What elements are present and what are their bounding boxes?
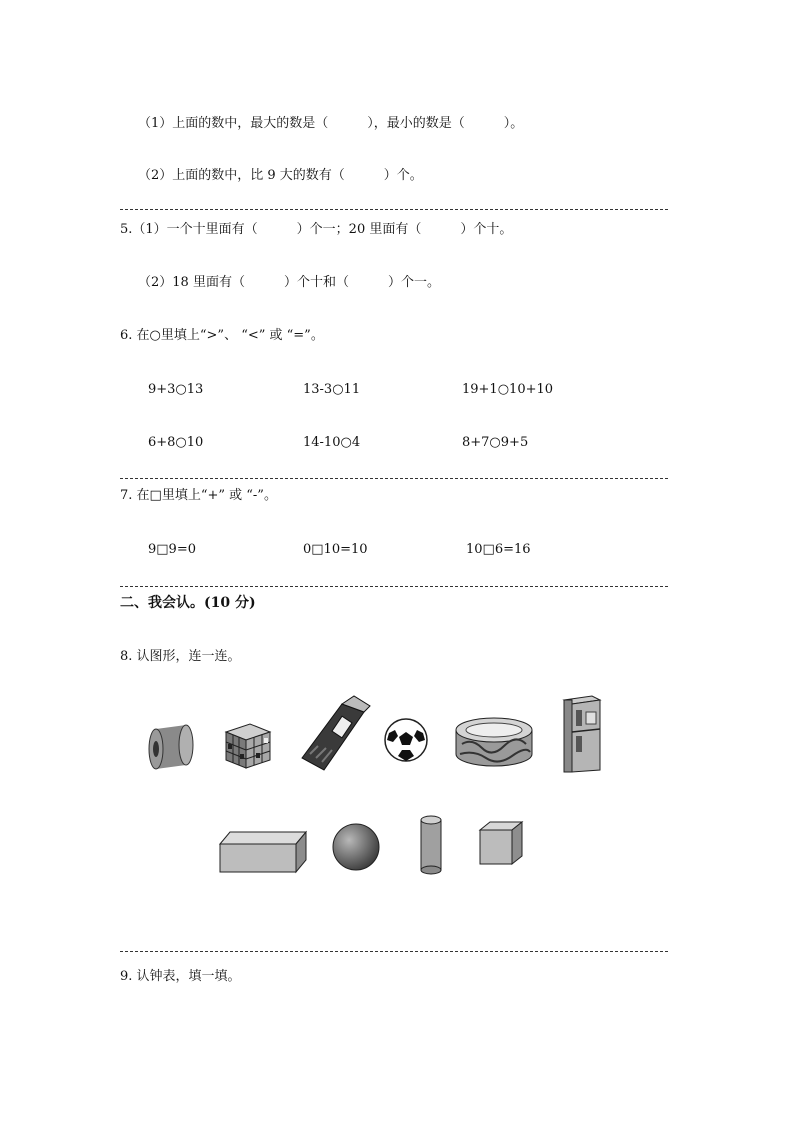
q7-title: 7. 在□里填上“+” 或 “-”。 <box>120 488 277 503</box>
rubik-cube-image <box>222 716 274 772</box>
q7-item: 0□10=10 <box>303 542 368 557</box>
soccer-ball-image <box>382 716 430 764</box>
q9-title: 9. 认钟表，填一填。 <box>120 969 241 984</box>
divider <box>120 586 668 587</box>
q6-item: 13-3○11 <box>303 382 361 397</box>
q7-item: 10□6=16 <box>466 542 531 557</box>
cylinder-shape <box>418 814 444 876</box>
q4-part1: （1）上面的数中，最大的数是（ ），最小的数是（ ）。 <box>138 116 524 131</box>
sphere-shape <box>331 822 381 872</box>
q7-item: 9□9=0 <box>148 542 196 557</box>
tape-roll-image <box>148 715 194 775</box>
round-box-image <box>452 714 536 772</box>
q6-item: 14-10○4 <box>303 435 361 450</box>
q4-part2: （2）上面的数中，比 9 大的数有（ ）个。 <box>138 168 423 183</box>
q8-title: 8. 认图形，连一连。 <box>120 649 241 664</box>
refrigerator-image <box>558 692 604 774</box>
divider <box>120 478 668 479</box>
q5-part1: 5.（1）一个十里面有（ ）个一；20 里面有（ ）个十。 <box>120 222 513 237</box>
pencil-box-image <box>298 694 374 774</box>
q6-item: 8+7○9+5 <box>462 435 529 450</box>
divider <box>120 209 668 210</box>
q5-part2: （2）18 里面有（ ）个十和（ ）个一。 <box>138 275 440 290</box>
cube-shape <box>476 818 526 868</box>
q6-item: 9+3○13 <box>148 382 204 397</box>
section-title: 二、我会认。(10 分) <box>120 595 256 611</box>
cuboid-shape <box>218 828 308 876</box>
q6-item: 6+8○10 <box>148 435 204 450</box>
q6-item: 19+1○10+10 <box>462 382 554 397</box>
divider <box>120 951 668 952</box>
q6-title: 6. 在○里填上“>”、 “<” 或 “=”。 <box>120 328 324 343</box>
